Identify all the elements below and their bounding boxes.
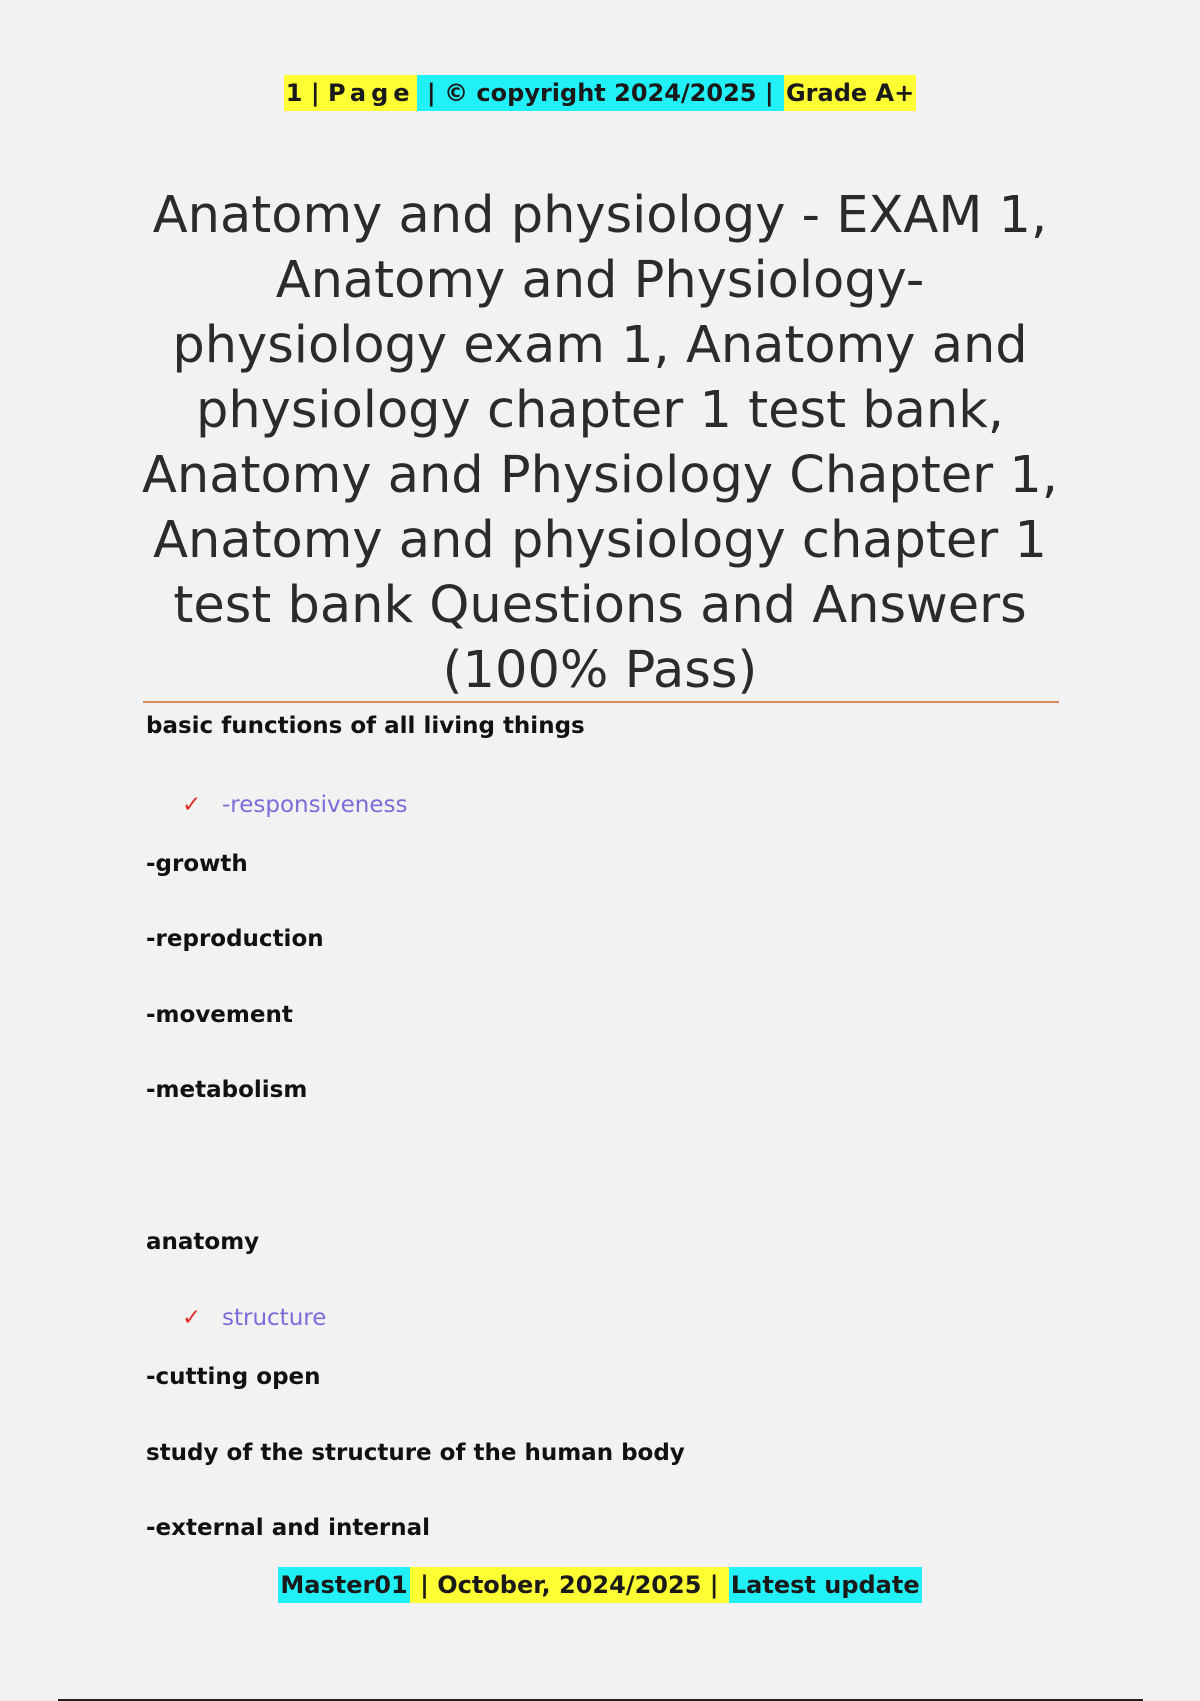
page-header [0,74,1200,112]
header-copyright: | © copyright 2024/2025 | [417,75,784,111]
footer-author: Master01 [278,1567,409,1603]
answer-text: -responsiveness [222,792,408,818]
answer-continuation: -cutting open [146,1364,321,1390]
answer-continuation: -movement [146,1002,293,1028]
check-icon: ✓ [182,792,202,818]
page-footer [0,1566,1200,1604]
footer-date: | October, 2024/2025 | [410,1567,729,1603]
header-grade: Grade A+ [784,75,916,111]
question-text: basic functions of all living things [146,713,585,739]
footer-status: Latest update [729,1567,922,1603]
answer-item [182,792,407,818]
answer-continuation: study of the structure of the human body [146,1440,685,1466]
answer-item [182,1305,326,1331]
question-text: anatomy [146,1229,260,1255]
answer-continuation: -growth [146,851,248,877]
answer-continuation: -external and internal [146,1515,431,1541]
title-divider [143,701,1059,703]
answer-continuation: -reproduction [146,926,324,952]
answer-text: structure [222,1305,327,1331]
header-page-number: 1 | Page [284,75,417,111]
check-icon: ✓ [182,1305,202,1331]
answer-continuation: -metabolism [146,1077,308,1103]
document-title: Anatomy and physiology - EXAM 1, Anatomy and Physiology-physiology exam 1, Anatomy and physiology chapter 1 test bank, Anatomy and Physiology Chapter 1, Anatomy and physiology chapter 1 test bank Questions and Answers (100% Pass) [142,186,1059,700]
